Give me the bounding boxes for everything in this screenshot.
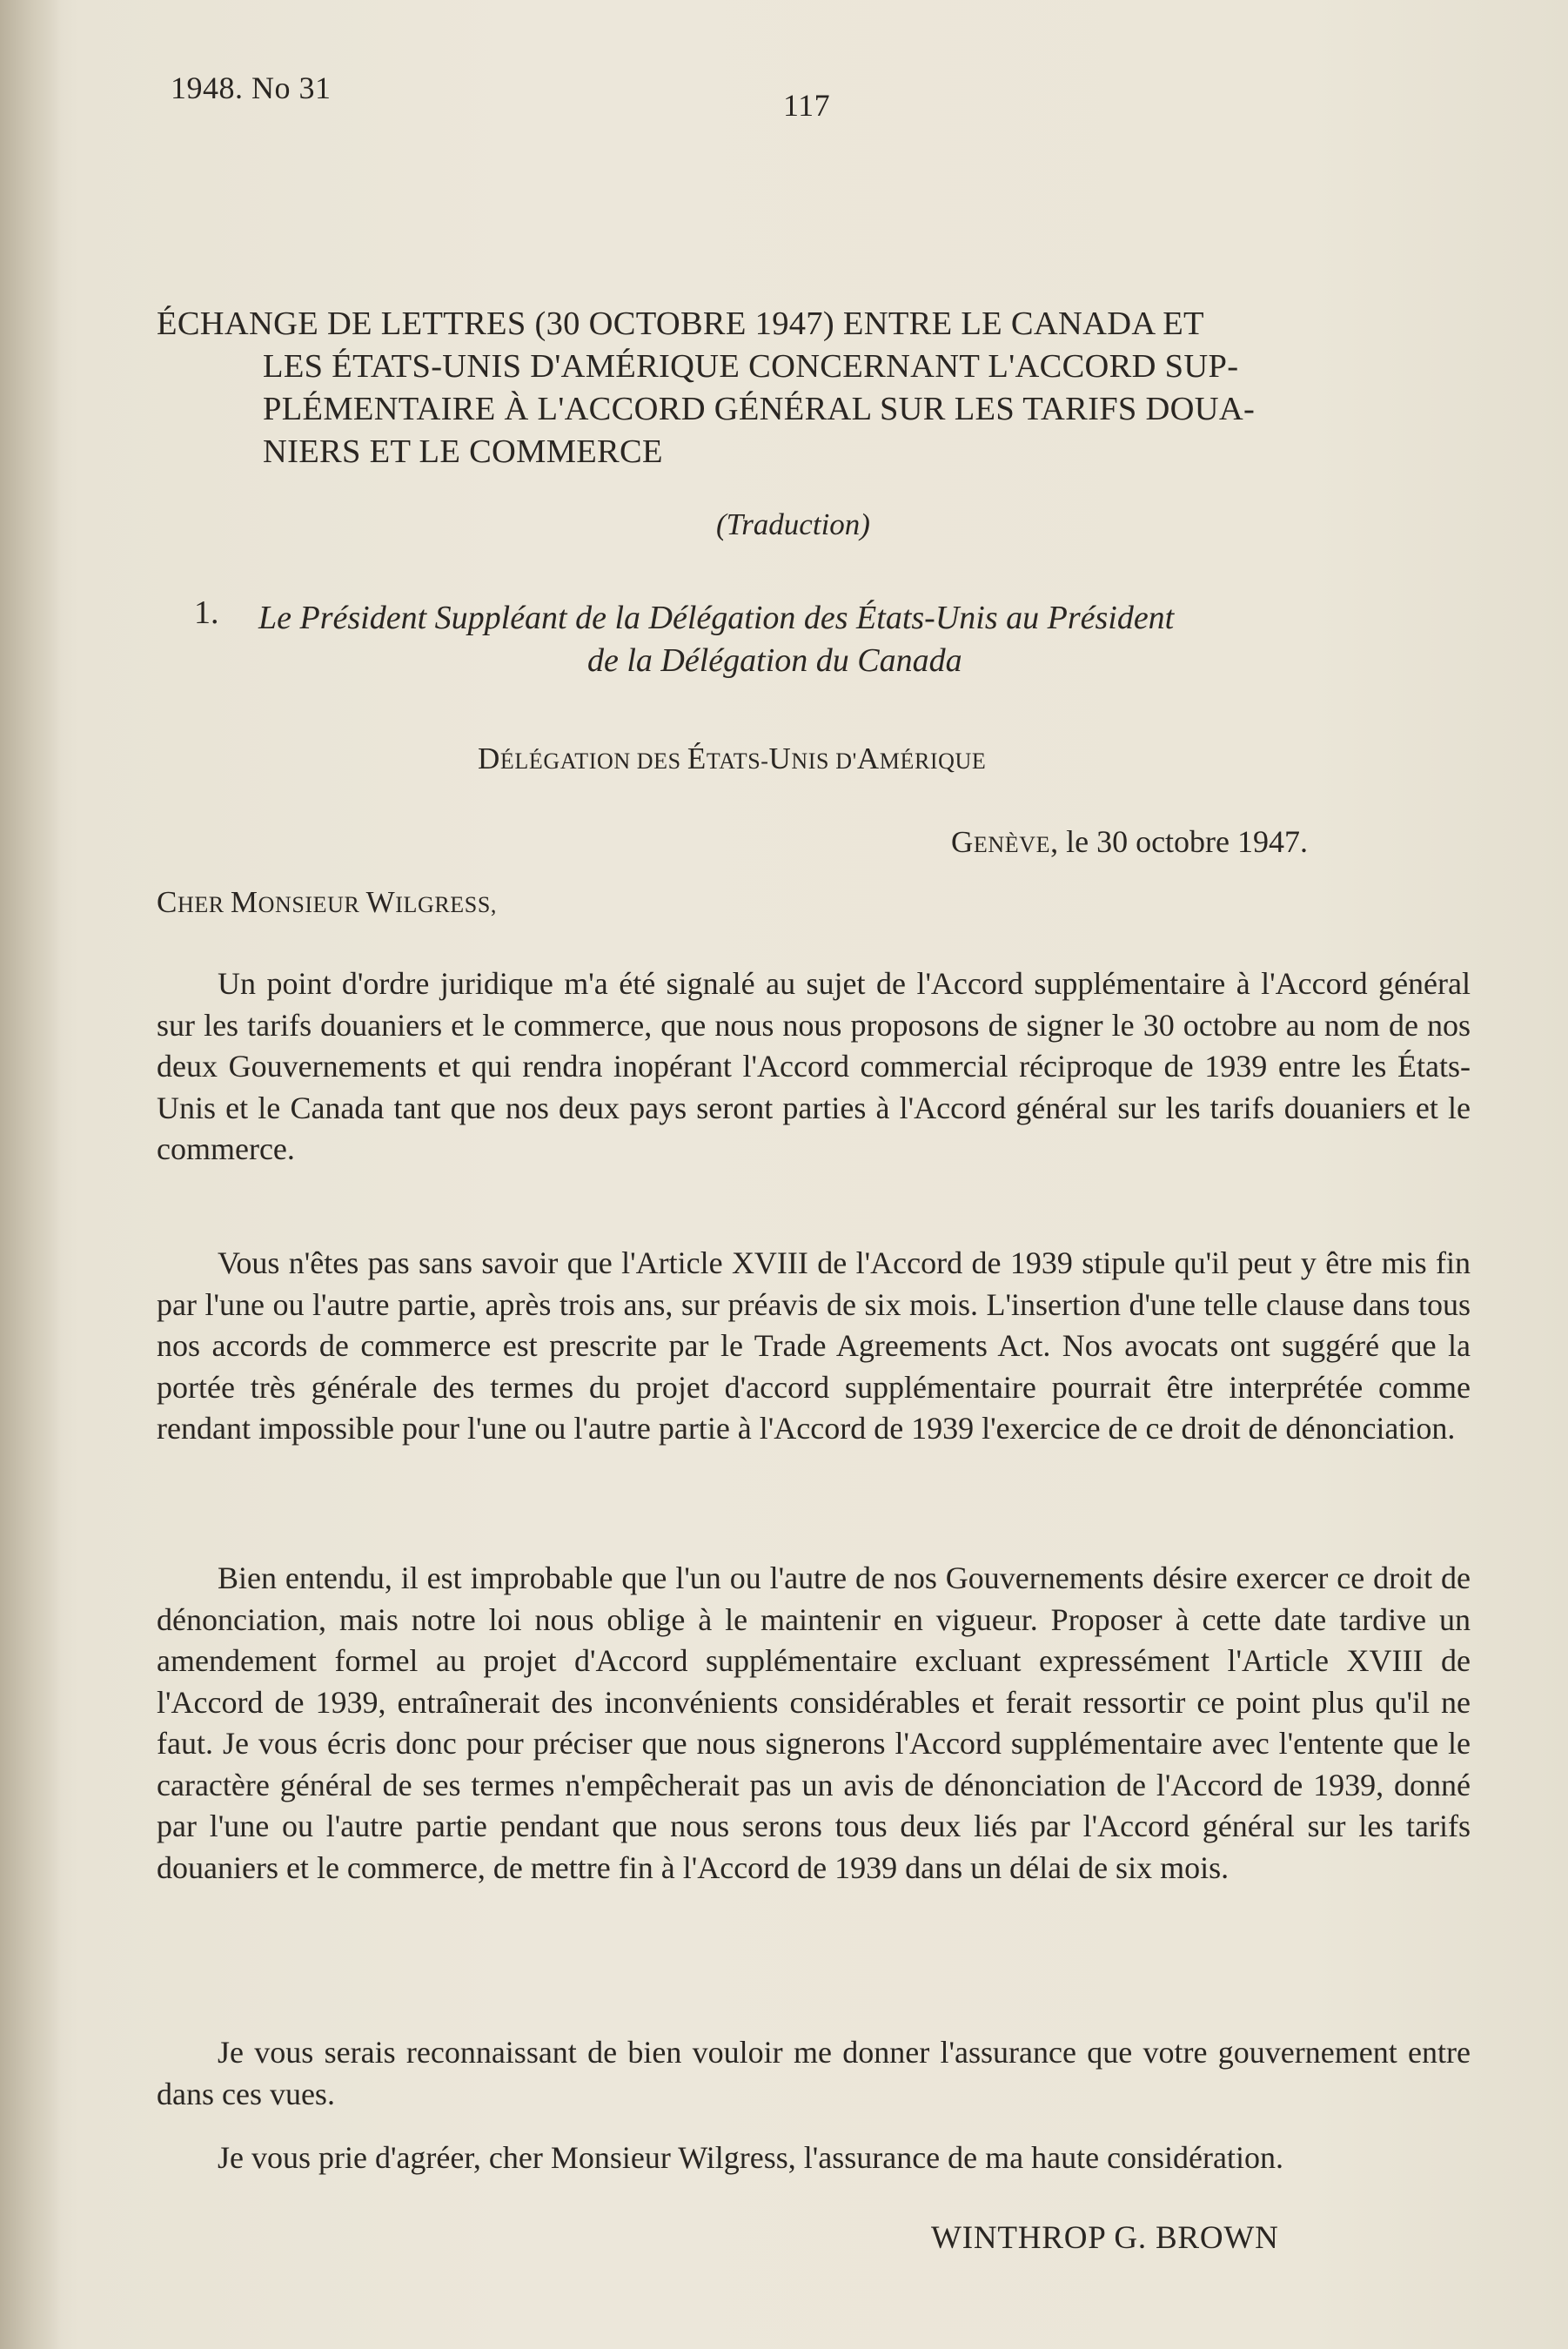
place-date: GENÈVE, le 30 octobre 1947. bbox=[951, 824, 1309, 859]
paragraph-3: Bien entendu, il est improbable que l'un ou l'autre de nos Gouvernements désire exercer ce droit de dénonciation, mais notre loi nous oblige à le maintenir en vigueur. Proposer à cette date tardive un amendement formel au projet d'Accord supplémentaire excluant expressément l'Article XVIII de l'Accord de 1939, entraînerait des inconvénients considérables et ferait ressortir ce point plus qu'il ne faut. Je vous écris donc pour préciser que nous signerons l'Accord supplémentaire avec l'entente que le caractère général de ses termes n'empêcherait pas un avis de dénonciation de l'Accord de 1939, donné par l'une ou l'autre partie pendant que nous serons tous deux liés par l'Accord général sur les tarifs douaniers et le commerce, de mettre fin à l'Accord de 1939 dans un délai de six mois. bbox=[157, 1560, 1471, 1885]
letter-number: 1. bbox=[194, 594, 219, 631]
paragraph-2: Vous n'êtes pas sans savoir que l'Article XVIII de l'Accord de 1939 stipule qu'il peut y être mis fin par l'une ou l'autre partie, après trois ans, sur préavis de six mois. L'insertion d'une telle clause dans tous nos accords de commerce est prescrite par le Trade Agreements Act. Nos avocats ont suggéré que la portée très générale des termes du projet d'accord supplémentaire pourrait être interprétée comme rendant impossible pour l'une ou l'autre partie à l'Accord de 1939 l'exercice de ce droit de dénonciation. bbox=[157, 1245, 1471, 1446]
paragraph-4: Je vous serais reconnaissant de bien vouloir me donner l'assurance que votre gouvernement entre dans ces vues. bbox=[157, 2035, 1471, 2111]
paragraph-5: Je vous prie d'agréer, cher Monsieur Wilgress, l'assurance de ma haute considération. bbox=[218, 2140, 1284, 2175]
title-line: ÉCHANGE DE LETTRES (30 OCTOBRE 1947) ENTRE LE CANADA ET bbox=[157, 305, 1204, 342]
letter-heading-line2: de la Délégation du Canada bbox=[587, 642, 962, 679]
translation-note: (Traduction) bbox=[716, 507, 870, 541]
signature: WINTHROP G. BROWN bbox=[931, 2220, 1279, 2256]
salutation: CHER MONSIEUR WILGRESS, bbox=[157, 885, 497, 919]
title-line: NIERS ET LE COMMERCE bbox=[263, 433, 663, 470]
title-line: PLÉMENTAIRE À L'ACCORD GÉNÉRAL SUR LES TARIFS DOUA- bbox=[263, 391, 1256, 427]
delegation-line: DÉLÉGATION DES ÉTATS-UNIS D'AMÉRIQUE bbox=[478, 742, 987, 775]
title-line: LES ÉTATS-UNIS D'AMÉRIQUE CONCERNANT L'ACCORD SUP- bbox=[263, 348, 1239, 385]
paragraph-1: Un point d'ordre juridique m'a été signalé au sujet de l'Accord supplémentaire à l'Accord général sur les tarifs douaniers et le commerce, que nous nous proposons de signer le 30 octobre au nom de nos deux Gouvernements et qui rendra inopérant l'Accord commercial réciproque de 1939 entre les États-Unis et le Canada tant que nos deux pays seront parties à l'Accord général sur les tarifs douaniers et le commerce. bbox=[157, 966, 1471, 1166]
page-number: 117 bbox=[783, 88, 831, 123]
book-spine-shadow bbox=[0, 0, 61, 2349]
document-title bbox=[157, 303, 1479, 473]
header-year-number: 1948. No 31 bbox=[171, 70, 332, 105]
letter-heading-line1: Le Président Suppléant de la Délégation des États-Unis au Président bbox=[258, 600, 1175, 636]
